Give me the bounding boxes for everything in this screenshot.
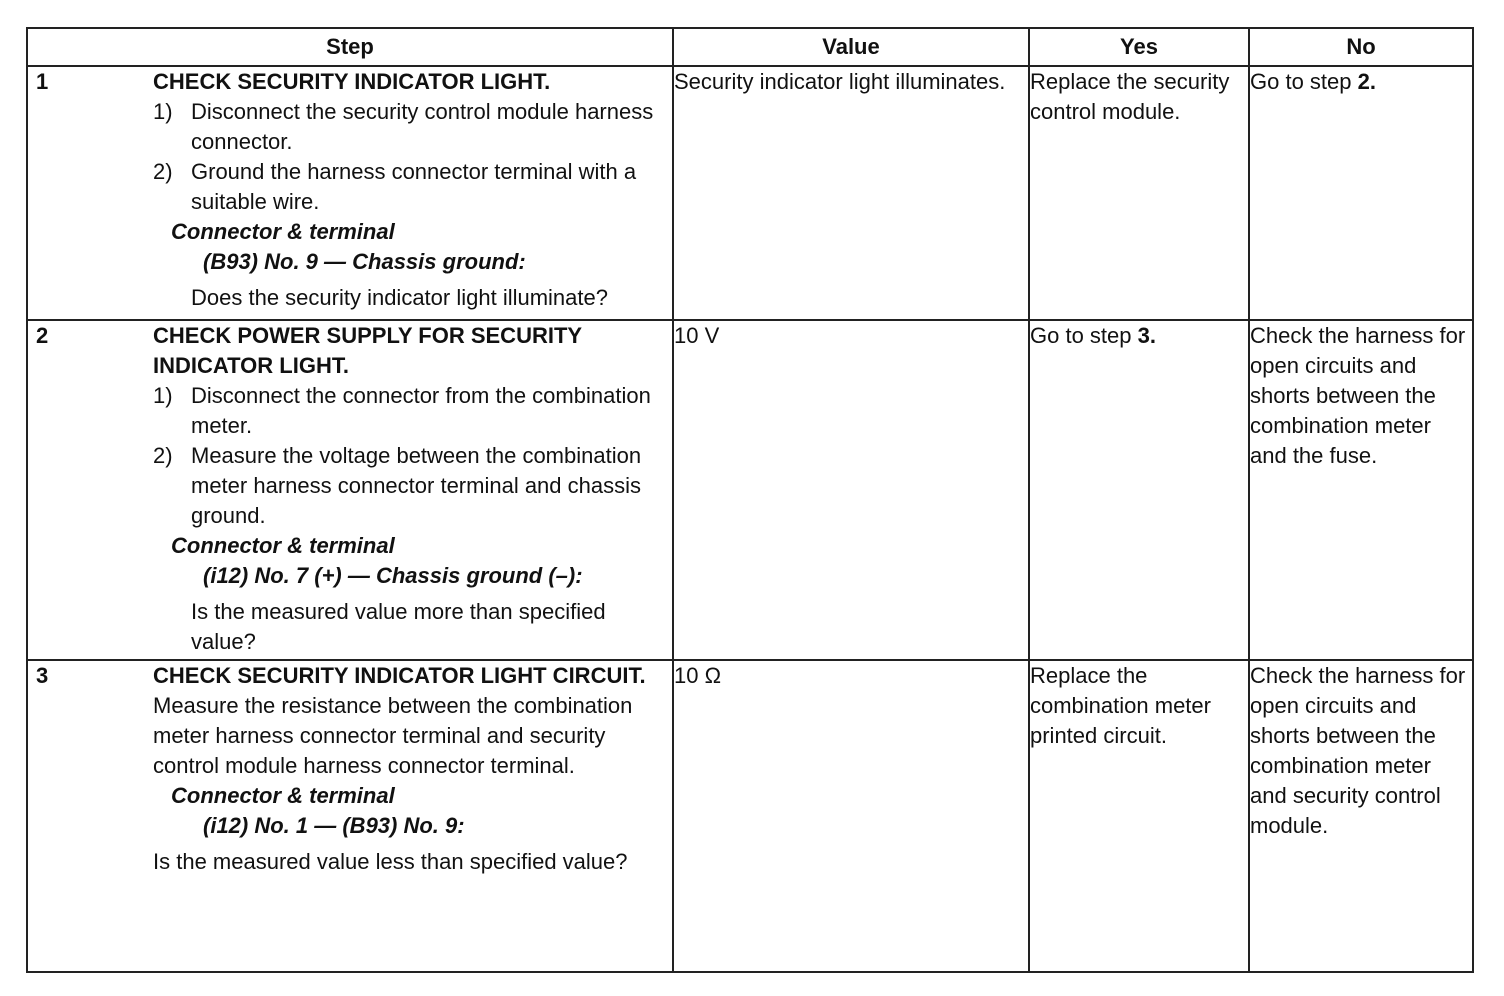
- value-cell: Security indicator light illuminates.: [673, 66, 1029, 320]
- yes-cell: Replace the combination meter printed circuit.: [1029, 660, 1249, 972]
- step-reference: 2.: [1357, 69, 1376, 94]
- substep-text: Measure the voltage between the combination meter harness connector terminal and chassis ground.: [191, 443, 642, 528]
- no-cell: Check the harness for open circuits and shorts between the combination meter and security control module.: [1249, 660, 1473, 972]
- table-row: [27, 66, 1473, 320]
- substep-text: Disconnect the security control module harness connector.: [191, 99, 654, 154]
- step-title: CHECK SECURITY INDICATOR LIGHT.: [153, 69, 551, 94]
- header-row: [27, 28, 1473, 66]
- header-value: Value: [673, 28, 1029, 66]
- step-instruction: Measure the resistance between the combination meter harness connector terminal and security control module harness connector terminal.: [153, 693, 633, 778]
- substep-number: 2): [153, 443, 173, 468]
- header-no: No: [1249, 28, 1473, 66]
- substep: [153, 157, 668, 217]
- step-question: Does the security indicator light illuminate?: [191, 285, 608, 310]
- step-title: CHECK POWER SUPPLY FOR SECURITY INDICATOR LIGHT.: [153, 323, 582, 378]
- connector-label: Connector & terminal: [171, 783, 395, 808]
- substep-number: 1): [153, 383, 173, 408]
- substep: [153, 97, 668, 157]
- table-row: [27, 660, 1473, 972]
- substep: [153, 381, 668, 441]
- step-question: Is the measured value less than specified value?: [153, 849, 628, 874]
- step-cell: [27, 66, 673, 320]
- step-number: 2: [36, 323, 49, 348]
- step-question: Is the measured value more than specified value?: [191, 599, 606, 654]
- connector-label: Connector & terminal: [171, 219, 395, 244]
- value-cell: 10 Ω: [673, 660, 1029, 972]
- yes-text: Go to step: [1030, 323, 1138, 348]
- connector-spec: (B93) No. 9 — Chassis ground:: [203, 249, 526, 274]
- substep-text: Disconnect the connector from the combination meter.: [191, 383, 651, 438]
- no-text: Go to step: [1250, 69, 1358, 94]
- no-cell: [1249, 66, 1473, 320]
- step-title: CHECK SECURITY INDICATOR LIGHT CIRCUIT.: [153, 663, 646, 688]
- header-yes: Yes: [1029, 28, 1249, 66]
- step-cell: [27, 660, 673, 972]
- step-number: 3: [36, 663, 49, 688]
- value-cell: 10 V: [673, 320, 1029, 660]
- diagnostic-table: [26, 27, 1474, 973]
- header-step: Step: [27, 28, 673, 66]
- connector-label: Connector & terminal: [171, 533, 395, 558]
- table-row: [27, 320, 1473, 660]
- connector-spec: (i12) No. 1 — (B93) No. 9:: [203, 813, 465, 838]
- substep-number: 2): [153, 159, 173, 184]
- step-cell: [27, 320, 673, 660]
- connector-spec: (i12) No. 7 (+) — Chassis ground (–):: [203, 563, 583, 588]
- substep: [153, 441, 668, 531]
- yes-cell: Replace the security control module.: [1029, 66, 1249, 320]
- substep-number: 1): [153, 99, 173, 124]
- step-reference: 3.: [1137, 323, 1156, 348]
- substep-text: Ground the harness connector terminal with a suitable wire.: [191, 159, 637, 214]
- step-number: 1: [36, 69, 49, 94]
- no-cell: Check the harness for open circuits and shorts between the combination meter and the fuse.: [1249, 320, 1473, 660]
- yes-cell: [1029, 320, 1249, 660]
